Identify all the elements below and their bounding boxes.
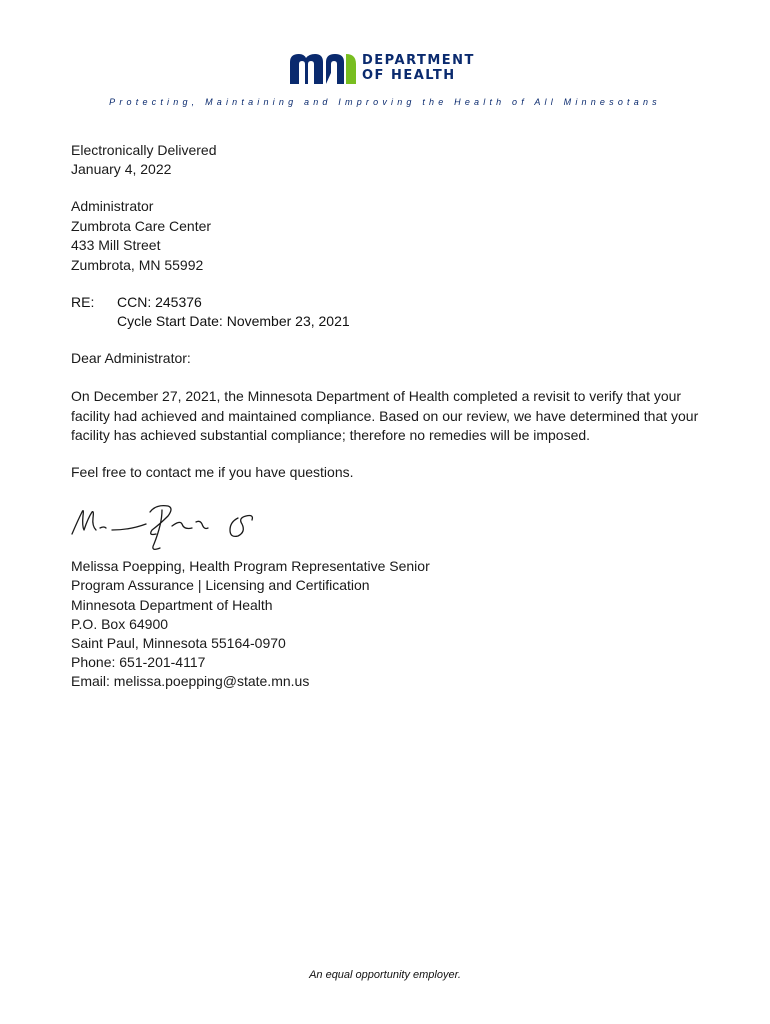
body-line-2: facility had achieved and maintained compliance. Based on our review, we have determined that your: [71, 408, 699, 424]
mn-logo-icon: [290, 52, 356, 84]
tagline: Protecting, Maintaining and Improving the Health of All Minnesotans: [109, 97, 661, 107]
recipient-facility: Zumbrota Care Center: [71, 218, 212, 234]
sender-name: Melissa Poepping, Health Program Representative Senior: [71, 558, 430, 574]
footer-eeo: An equal opportunity employer.: [309, 969, 461, 981]
body-line-3: facility has achieved substantial compliance; therefore no remedies will be imposed.: [71, 427, 591, 443]
delivery-method: Electronically Delivered: [71, 142, 217, 158]
recipient-street: 433 Mill Street: [71, 237, 161, 253]
logo-wordmark: [362, 53, 475, 83]
signature-icon: [70, 500, 260, 556]
logo-line-1: DEPARTMENT: [362, 53, 475, 68]
letter-date: January 4, 2022: [71, 161, 172, 177]
sender-org: Minnesota Department of Health: [71, 597, 273, 613]
mdh-logo: [290, 52, 490, 86]
logo-line-2: OF HEALTH: [362, 68, 456, 83]
salutation: Dear Administrator:: [71, 350, 191, 366]
sender-phone: Phone: 651-201-4117: [71, 654, 206, 670]
recipient-title: Administrator: [71, 198, 154, 214]
sender-email: Email: melissa.poepping@state.mn.us: [71, 673, 310, 689]
re-cycle-start: Cycle Start Date: November 23, 2021: [117, 313, 350, 329]
body-line-1: On December 27, 2021, the Minnesota Department of Health completed a revisit to verify that your: [71, 388, 682, 404]
sender-po-box: P.O. Box 64900: [71, 616, 169, 632]
re-label: RE:: [71, 294, 95, 310]
closing-line: Feel free to contact me if you have questions.: [71, 464, 354, 480]
sender-program: Program Assurance | Licensing and Certification: [71, 577, 370, 593]
re-ccn: CCN: 245376: [117, 294, 202, 310]
sender-city: Saint Paul, Minnesota 55164-0970: [71, 635, 286, 651]
recipient-city: Zumbrota, MN 55992: [71, 257, 204, 273]
